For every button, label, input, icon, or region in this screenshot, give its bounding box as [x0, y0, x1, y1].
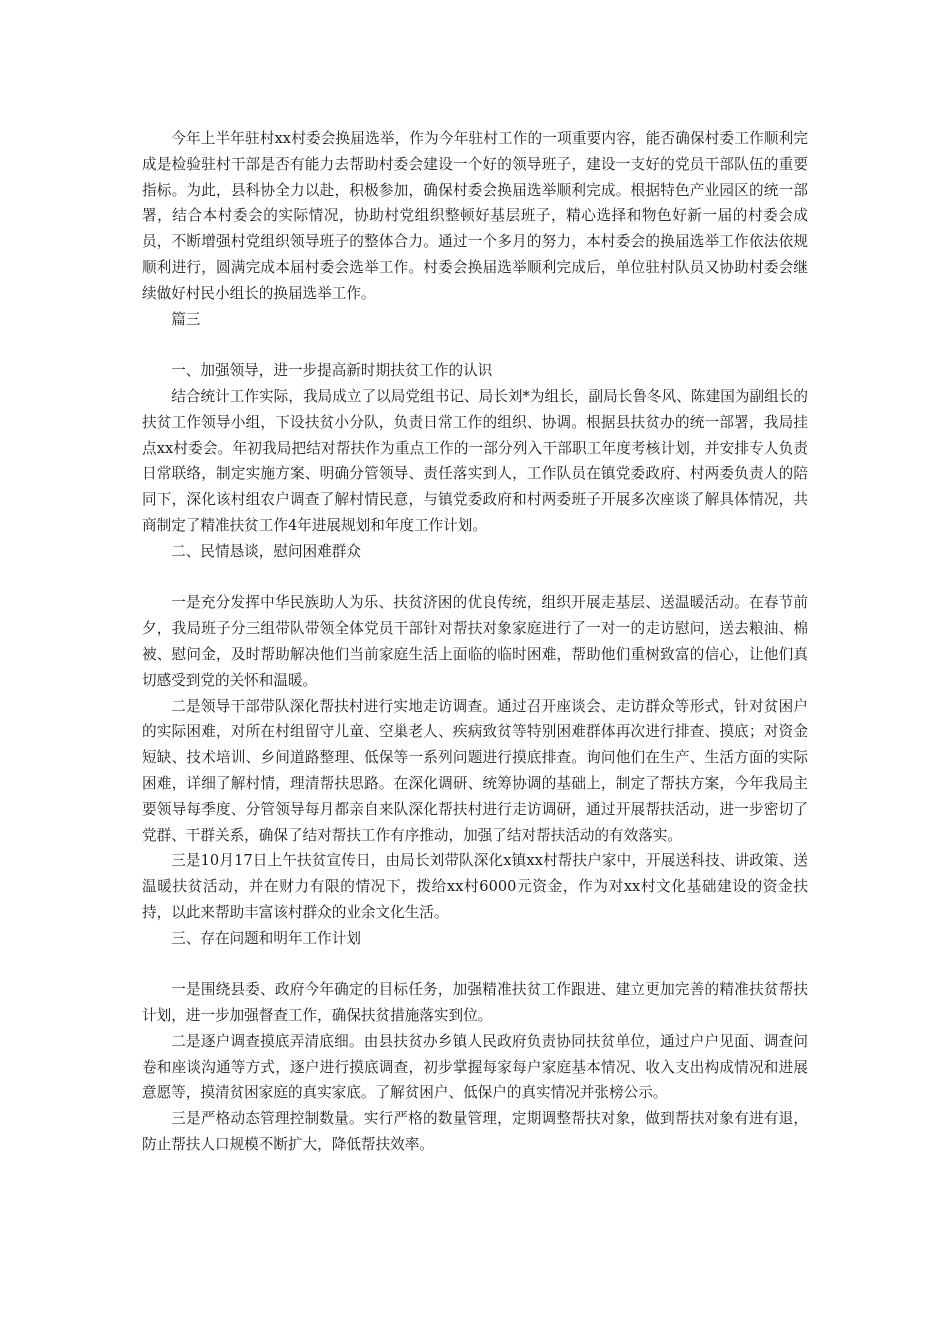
blank-line — [142, 952, 808, 978]
paragraph-election: 今年上半年驻村xx村委会换届选举，作为今年驻村工作的一项重要内容，能否确保村委工作顺利完成是检验驻村干部是否有能力去帮助村委会建设一个好的领导班子，建设一支好的党员干部队伍的重要指标。为此，县科协全力以赴，积极参加，确保村委会换届选举顺利完成。根据特色产业园区的统一部署，结合本村委会的实际情况，协助村党组织整顿好基层班子，精心选择和物色好新一届的村委会成员，不断增强村党组织领导班子的整体合力。通过一个多月的努力，本村委会的换届选举工作依法依规顺利进行，圆满完成本届村委会选举工作。村委会换届选举顺利完成后，单位驻村队员又协助村委会继续做好村民小组长的换届选举工作。 — [142, 130, 808, 302]
paragraph-plan-two: 二是逐户调查摸底弄清底细。由县扶贫办乡镇人民政府负责协同扶贫单位，通过户户见面、调查问卷和座谈沟通等方式，逐户进行摸底调查，初步掌握每家每户家庭基本情况、收入支出构成情况和进展意愿等，摸清贫困家庭的真实家底。了解贫困户、低保户的真实情况并张榜公示。 — [142, 1032, 808, 1102]
paragraph-field-investigation: 二是领导干部带队深化帮扶村进行实地走访调查。通过召开座谈会、走访群众等形式，针对贫困户的实际困难，对所在村组留守儿童、空巢老人、疾病致贫等特别困难群体再次进行排查、摸底；对资金短缺、技术培训、乡间道路整理、低保等一系列问题进行摸底排查。询问他们在生产、生活方面的实际困难，详细了解村情，理清帮扶思路。在深化调研、统筹协调的基础上，制定了帮扶方案，今年我局主要领导每季度、分管领导每月都亲自来队深化帮扶村进行走访调研，通过开展帮扶活动，进一步密切了党群、干群关系，确保了结对帮扶工作有序推动，加强了结对帮扶活动的有效落实。 — [142, 697, 808, 844]
heading-public-sentiment: 二、民情恳谈，慰问困难群众 — [171, 542, 361, 560]
heading-strengthen-leadership: 一、加强领导，进一步提高新时期扶贫工作的认识 — [171, 362, 493, 380]
paragraph-leadership-group: 结合统计工作实际，我局成立了以局党组书记、局长刘*为组长，副局长鲁冬风、陈建国为副组长的扶贫工作领导小组，下设扶贫小分队，负责日常工作的组织、协调。根据县扶贫办的统一部署，我局挂点xx村委会。年初我局把结对帮扶作为重点工作的一部分列入干部职工年度考核计划，并安排专人负责日常联络，制定实施方案、明确分管领导、责任落实到人，工作队员在镇党委政府、村两委负责人的陪同下，深化该村组农户调查了解村情民意，与镇党委政府和村两委班子开展多次座谈了解具体情况，共商制定了精准扶贫工作4年进展规划和年度工作计划。 — [142, 387, 808, 534]
section-title-part-three: 篇三 — [171, 310, 201, 328]
blank-line — [142, 565, 808, 591]
document-body — [142, 126, 808, 1158]
paragraph-spring-festival-visits: 一是充分发挥中华民族助人为乐、扶贫济困的优良传统，组织开展走基层、送温暖活动。在春节前夕，我局班子分三组带队带领全体党员干部针对帮扶对象家庭进行了一对一的走访慰问，送去粮油、棉被、慰问金，及时帮助解决他们当前家庭生活上面临的临时困难，帮助他们重树致富的信心，让他们真切感受到党的关怀和温暖。 — [142, 594, 808, 689]
blank-line — [142, 332, 808, 358]
heading-problems-and-plan: 三、存在问题和明年工作计划 — [171, 929, 361, 947]
paragraph-poverty-day: 三是10月17日上午扶贫宣传日，由局长刘带队深化x镇xx村帮扶户家中，开展送科技、讲政策、送温暖扶贫活动，并在财力有限的情况下，拨给xx村6000元资金，作为对xx村文化基础建设的资金扶持，以此来帮助丰富该村群众的业余文化生活。 — [142, 852, 808, 921]
paragraph-plan-three: 三是严格动态管理控制数量。实行严格的数量管理，定期调整帮扶对象，做到帮扶对象有进有退，防止帮扶人口规模不断扩大，降低帮扶效率。 — [142, 1110, 808, 1154]
paragraph-plan-one: 一是围绕县委、政府今年确定的目标任务，加强精准扶贫工作跟进、建立更加完善的精准扶贫帮扶计划，进一步加强督查工作，确保扶贫措施落实到位。 — [142, 981, 808, 1025]
